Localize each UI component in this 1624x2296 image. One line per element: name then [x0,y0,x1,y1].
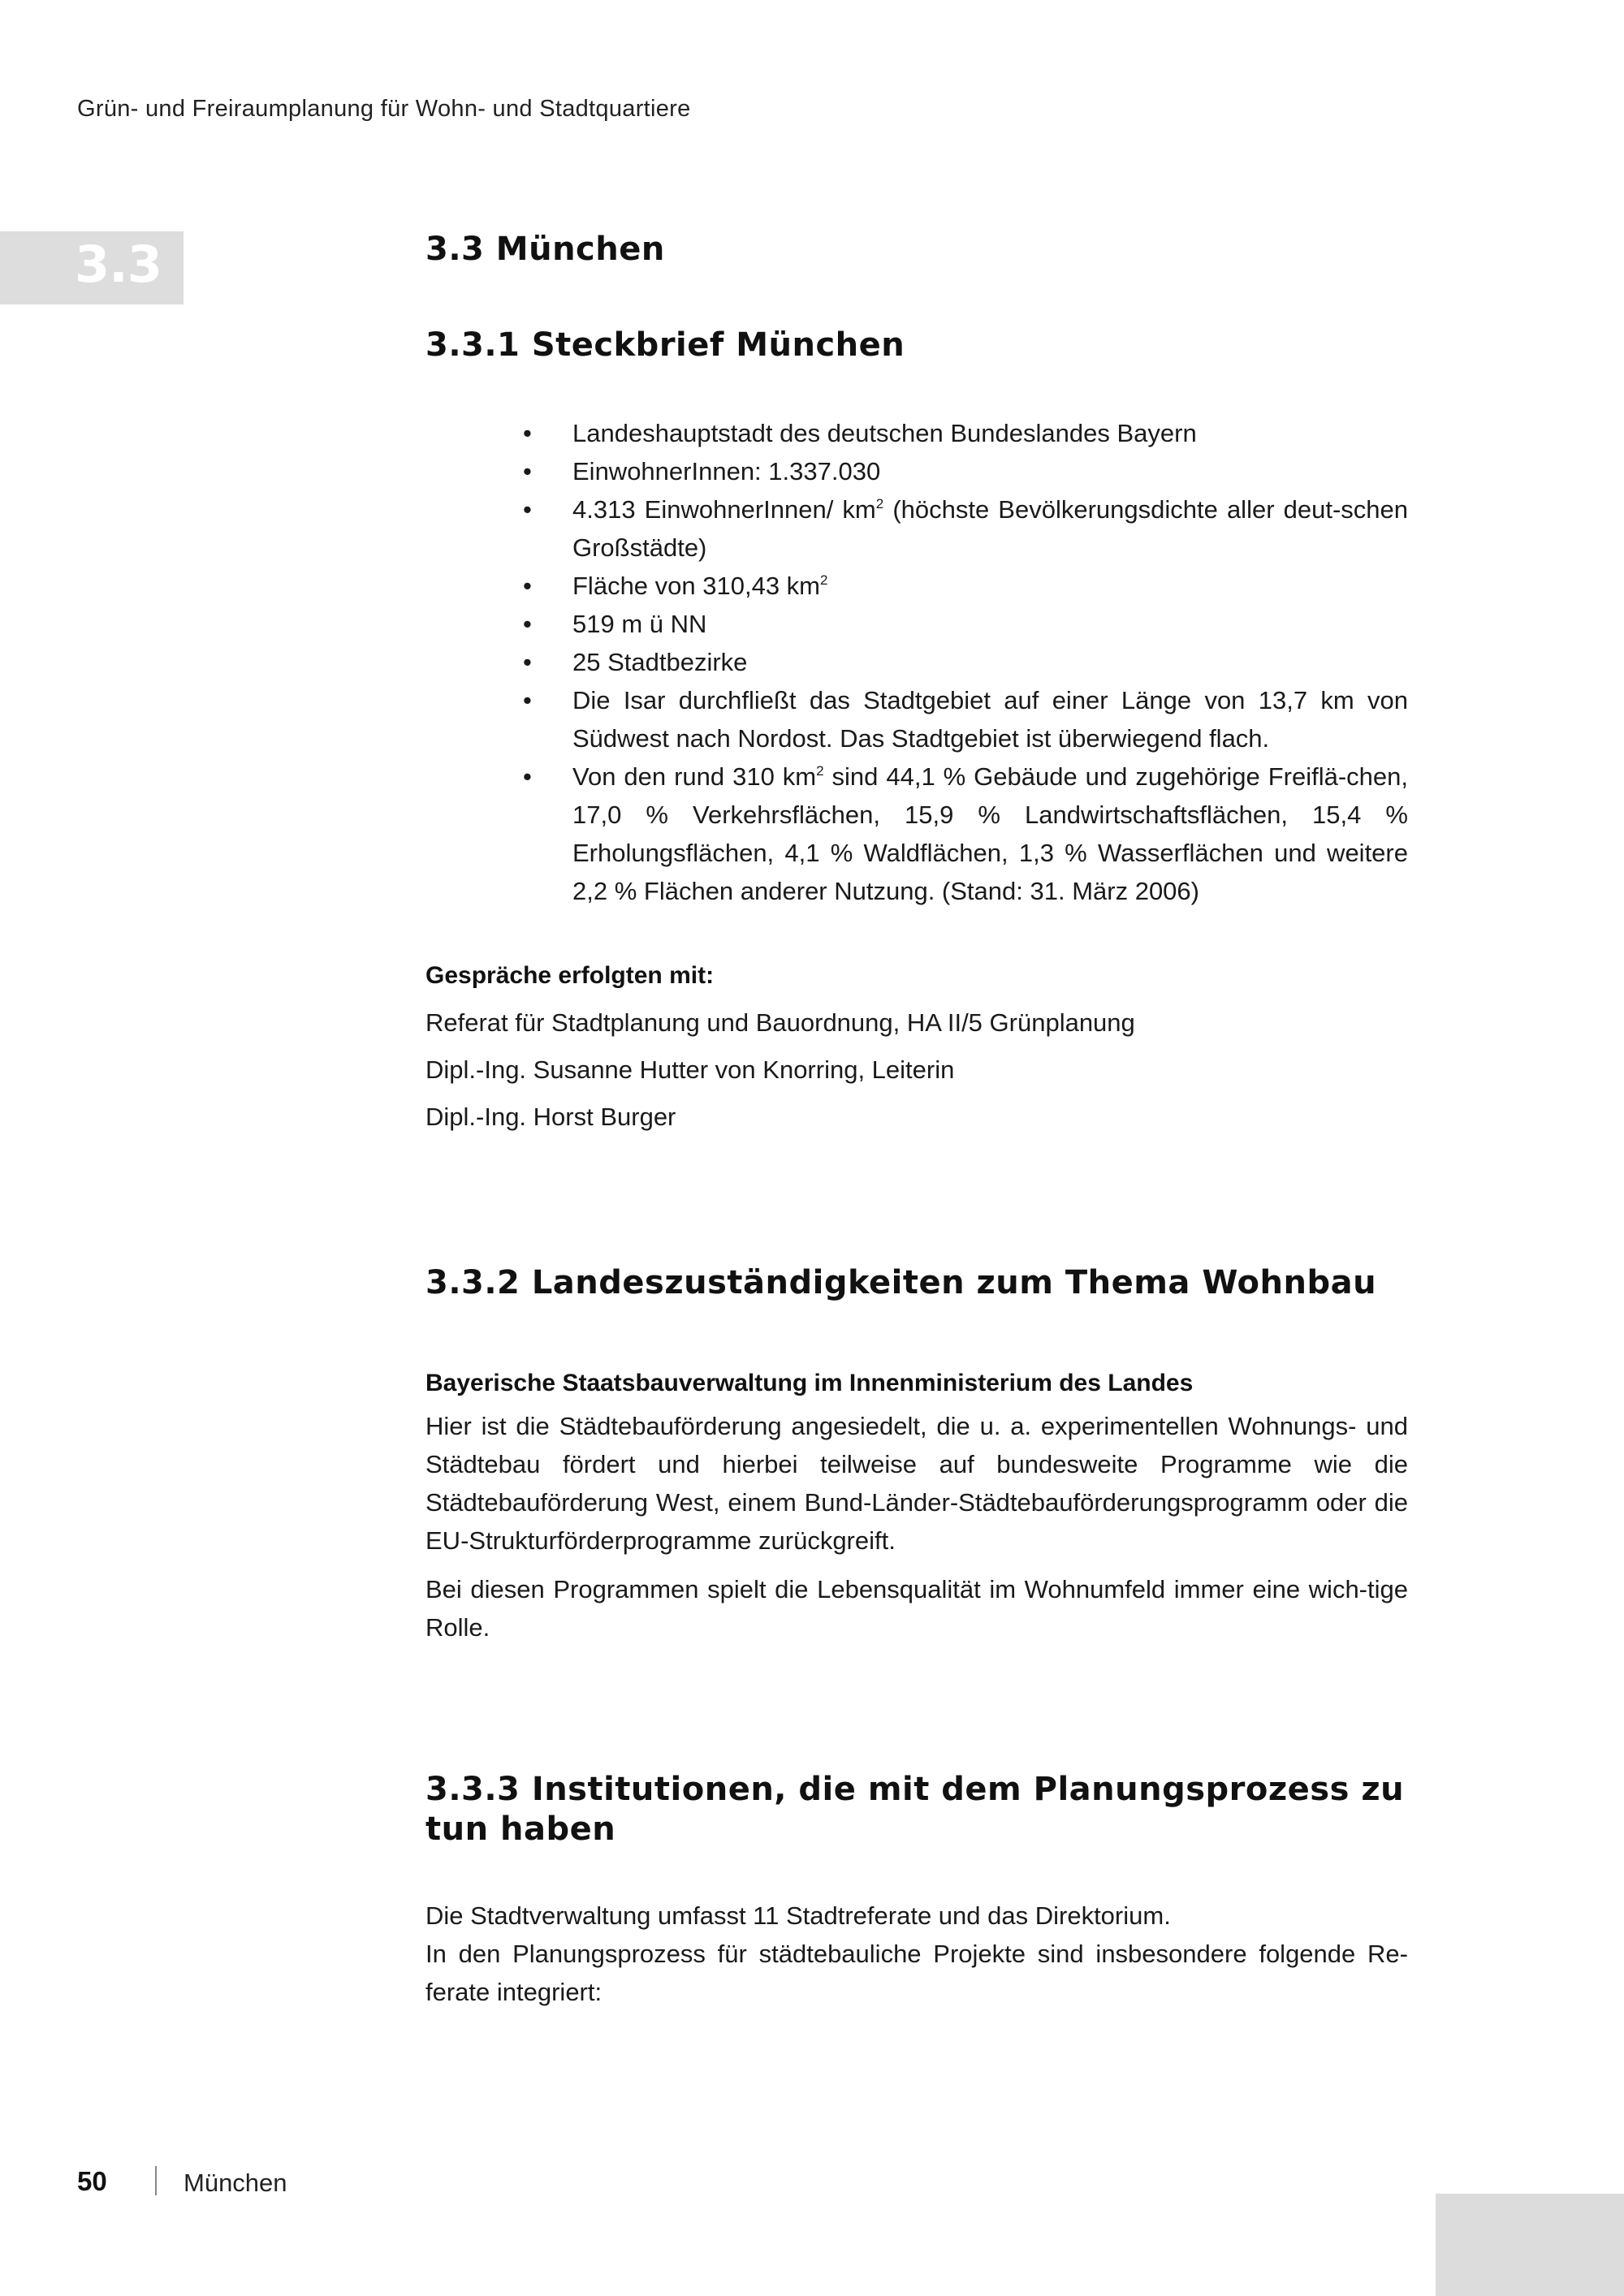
talks-line: Dipl.-Ing. Susanne Hutter von Knorring, Leiterin [425,1055,955,1084]
list-item: • Die Isar durchfließt das Stadtgebiet auf einer Länge von 13,7 km von Südwest nach Nordost. Das Stadtgebiet ist überwiegend flach. [523,681,1408,757]
section-heading-institutionen: 3.3.3 Institutionen, die mit dem Planungsprozess zu tun haben [425,1771,1405,1848]
talks-label: Gespräche erfolgten mit: [425,962,715,989]
list-item: • EinwohnerInnen: 1.337.030 [523,452,1408,490]
section-heading-landes: 3.3.2 Landeszuständigkeiten zum Thema Wohnbau [425,1264,1377,1301]
landes-paragraph-2: Bei diesen Programmen spielt die Lebensqualität im Wohnumfeld immer eine wich-tige Rolle. [425,1575,1408,1642]
landes-paragraph-1: Hier ist die Städtebauförderung angesiedelt, die u. a. experimentellen Wohnungs- und Städtebau fördert und hierbei teilweise auf bundesweite Programme wie die Städtebauförderung West, einem Bund-Länder-Städtebauförderungsprogramm oder die EU-Strukturförderprogramme zurückgreift. [425,1412,1408,1555]
running-header: Grün- und Freiraumplanung für Wohn- und Stadtquartiere [77,96,691,122]
chapter-tab [0,231,184,304]
section-heading-main: 3.3 München [425,231,665,268]
inst-paragraph-2: In den Planungsprozess für städtebauliche Projekte sind insbesondere folgende Re-ferate integriert: [425,1940,1408,2006]
talks-line: Referat für Stadtplanung und Bauordnung, HA II/5 Grünplanung [425,1008,1135,1037]
landes-subheading: Bayerische Staatsbauverwaltung im Innenministerium des Landes [425,1370,1194,1396]
list-item: • Von den rund 310 $km^2$ sind 44,1 % Gebäude und zugehörige Freiflä-chen, 17,0 % Verkehrsflächen, 15,9 % Landwirtschaftsflächen, 15,4 % Erholungsflächen, 4,1 % Waldflächen, 1,3 % Wasserflächen und weitere 2,2 % Flächen anderer Nutzung. (Stand: 31. März 2006) [523,757,1408,910]
footer-title: München [184,2169,287,2197]
list-item: • 519 m ü NN [523,605,1408,643]
list-item: • 25 Stadtbezirke [523,643,1408,681]
talks-line: Dipl.-Ing. Horst Burger [425,1103,676,1131]
page-number: 50 [77,2166,107,2196]
section-heading-steckbrief: 3.3.1 Steckbrief München [425,326,905,364]
chapter-tab-label: 3.3 [75,235,162,294]
list-item: • 4.313 EinwohnerInnen/ $km^2$ (höchste Bevölkerungsdichte aller deut-schen Großstädte) [523,490,1408,567]
steckbrief-list [523,414,1408,910]
inst-paragraph-1: Die Stadtverwaltung umfasst 11 Stadtreferate und das Direktorium. [425,1901,1171,1930]
footer-divider [155,2166,157,2195]
list-item: • Landeshauptstadt des deutschen Bundeslandes Bayern [523,414,1408,452]
corner-block [1436,2194,1624,2296]
list-item: • Fläche von 310,43 $km^2$ [523,567,1408,605]
